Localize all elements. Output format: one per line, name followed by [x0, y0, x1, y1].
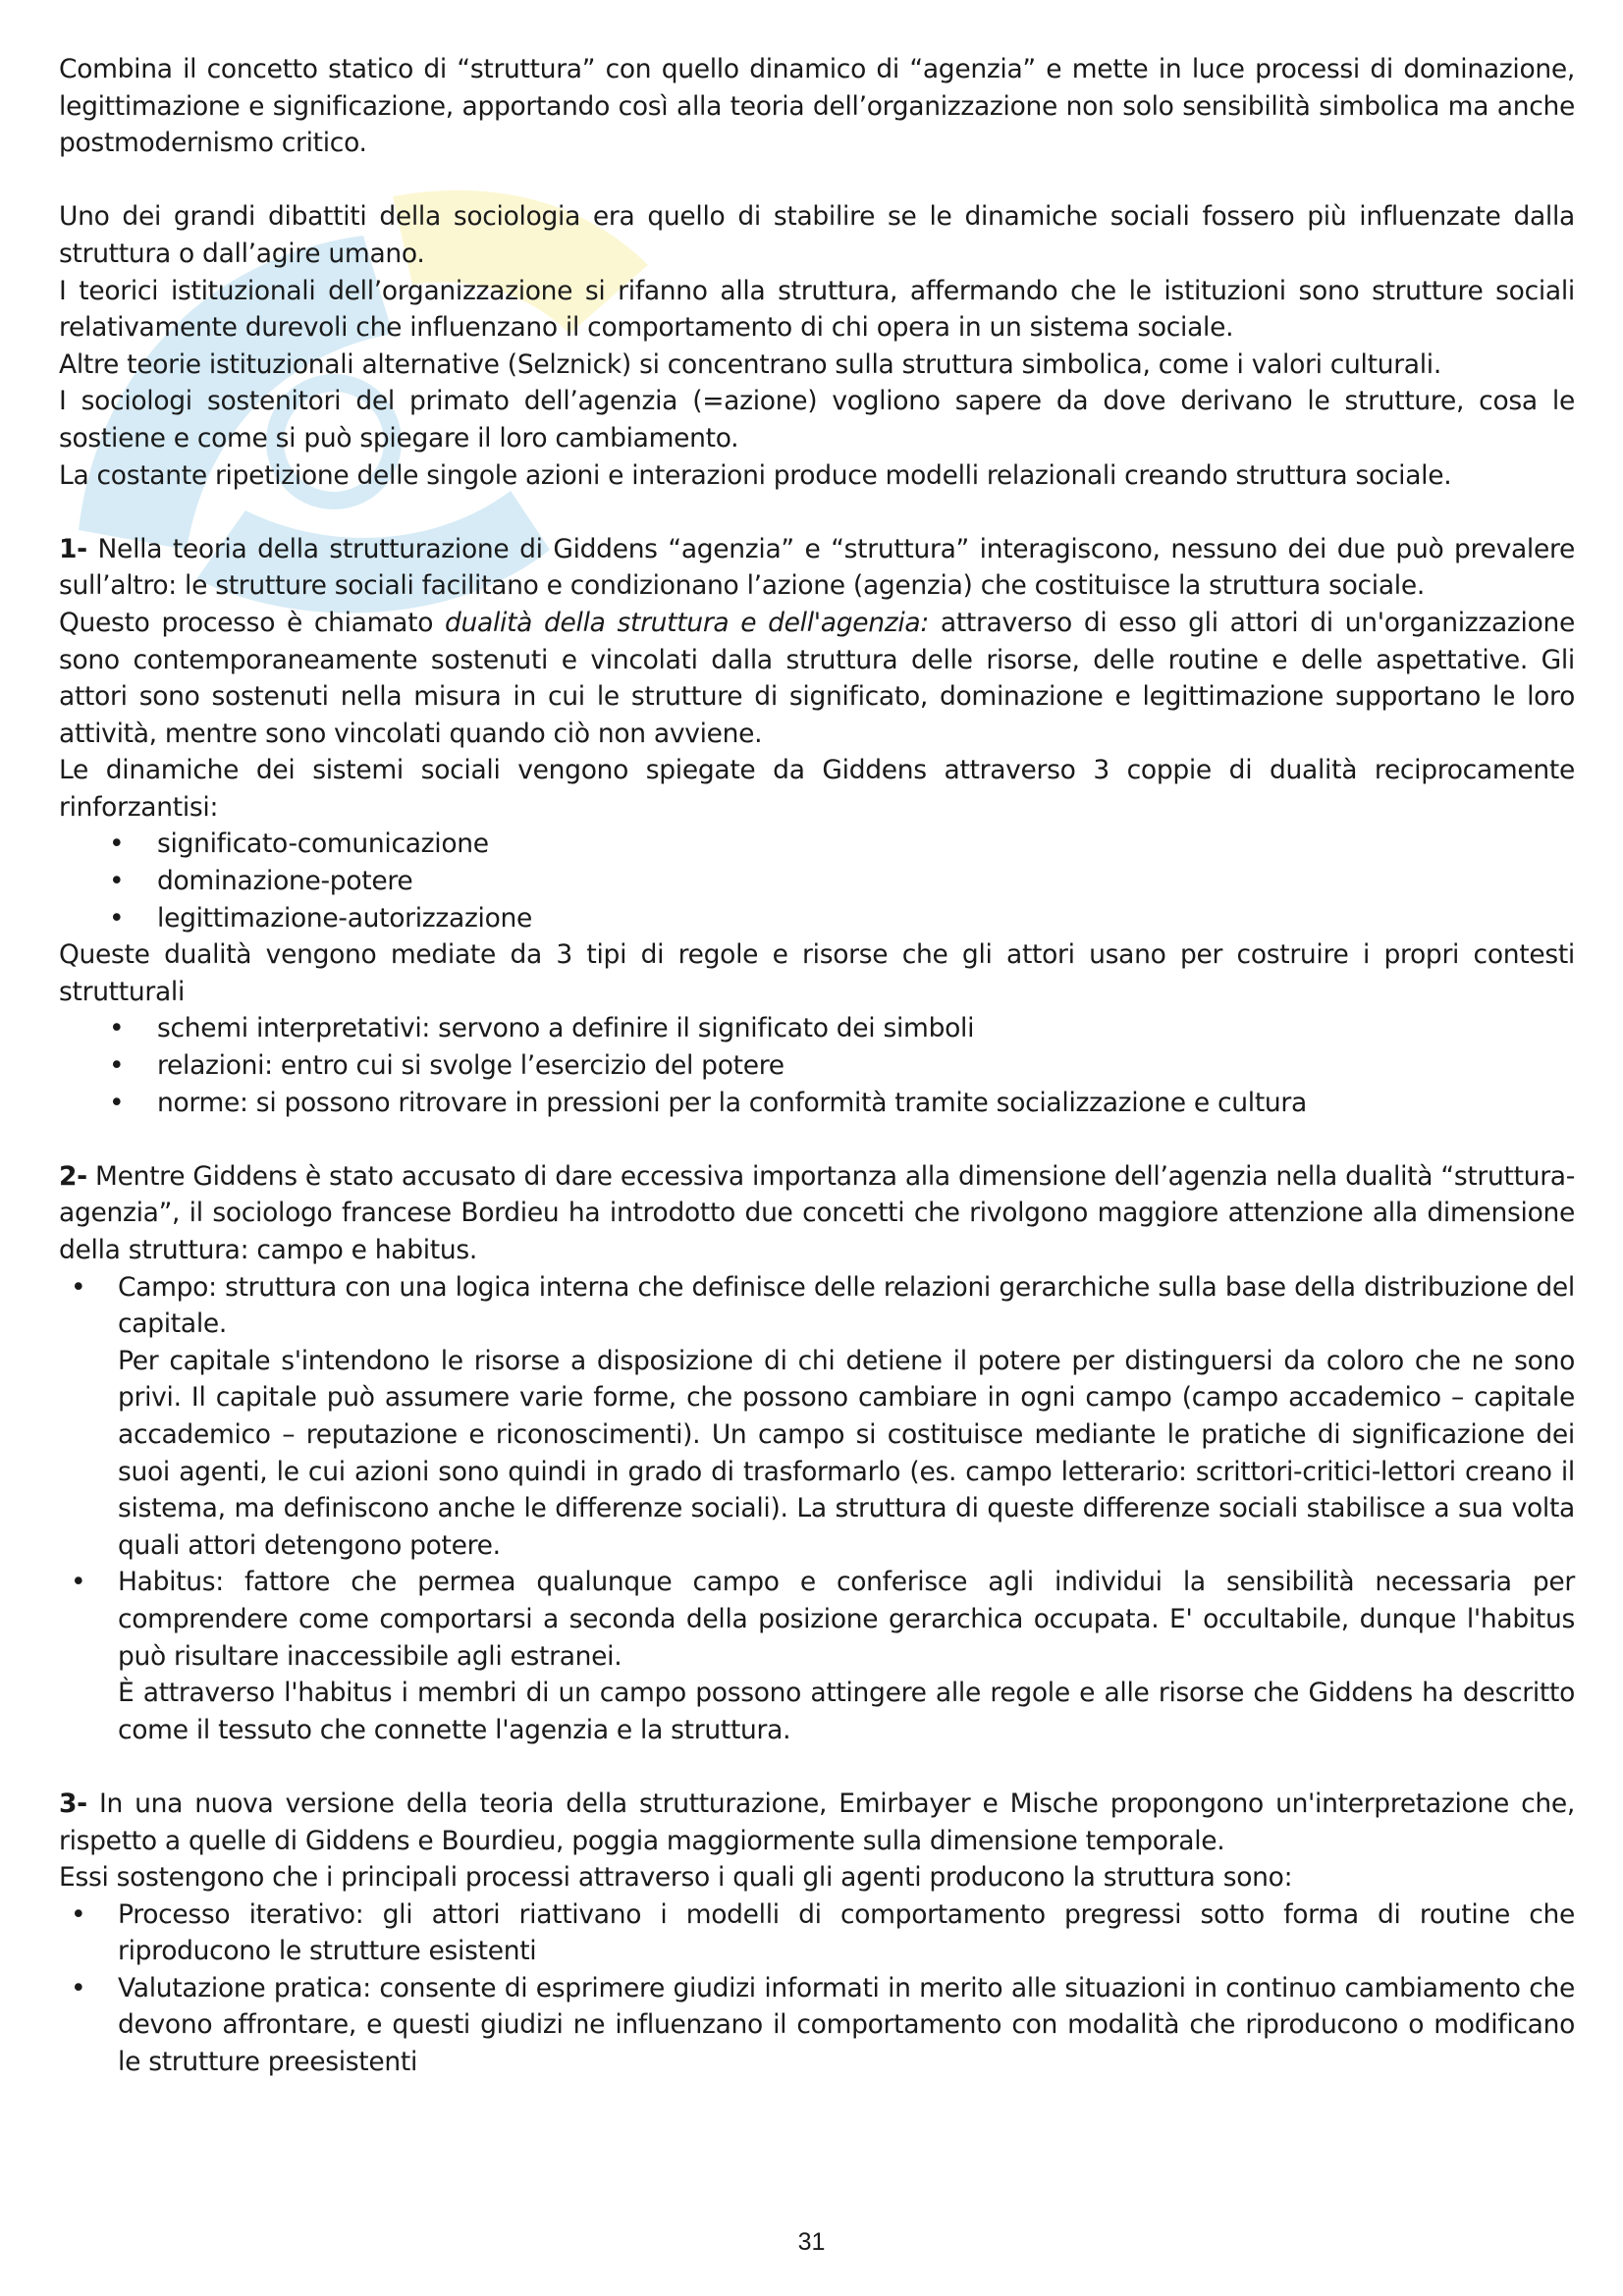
list-item-habitus [59, 1564, 1575, 1748]
section1-number: 1- [59, 533, 87, 564]
intro-paragraph: La costante ripetizione delle singole azioni e interazioni produce modelli relazionali creando struttura sociale. [59, 459, 1452, 491]
section3-paragraph [59, 1786, 1575, 1859]
intro-paragraph: Combina il concetto statico di “struttura” con quello dinamico di “agenzia” e mette in luce processi di dominazione, legittimazione e significazione, apportando così alla teoria dell’organizzazione non solo sensibilità simbolica ma anche postmodernismo critico. [59, 54, 1575, 159]
document-body [59, 51, 1575, 2081]
section2-paragraph [59, 1158, 1575, 1269]
section1-paragraph [59, 531, 1575, 605]
campo-definition: • Campo: struttura con una logica interna che definisce delle relazioni gerarchiche sulla base della distribuzione del capitale. [118, 1271, 1575, 1340]
list-item: • relazioni: entro cui si svolge l’esercizio del potere [59, 1047, 1575, 1085]
list-item: • Processo iterativo: gli attori riattivano i modelli di comportamento pregressi sotto forma di routine che riproducono le strutture esistenti [59, 1896, 1575, 1970]
intro-paragraph: Uno dei grandi dibattiti della sociologia era quello di stabilire se le dinamiche sociali fossero più influenzate dalla struttura o dall’agire umano. [59, 201, 1575, 269]
intro-paragraph: I sociologi sostenitori del primato dell’agenzia (=azione) vogliono sapere da dove derivano le strutture, cosa le sostiene e come si può spiegare il loro cambiamento. [59, 386, 1575, 454]
intro-paragraph: I teorici istituzionali dell’organizzazione si rifanno alla struttura, affermando che le istituzioni sono strutture sociali relativamente durevoli che influenzano il comportamento di chi opera in un sistema sociale. [59, 275, 1575, 344]
section1-text: attraverso di esso gli attori di un'organizzazione sono contemporaneamente sostenuti e vincolati dalla struttura delle risorse, delle routine e delle aspettative. Gli attori sono sostenuti nella misura in cui le strutture di significato, dominazione e legittimazione supportano le loro attività, mentre sono vincolati quando ciò non avviene. [59, 607, 1575, 749]
section1-paragraph: Le dinamiche dei sistemi sociali vengono spiegate da Giddens attraverso 3 coppie di dualità reciprocamente rinforzantisi: [59, 755, 1575, 823]
rules-list [59, 1010, 1575, 1121]
processes-list [59, 1896, 1575, 2081]
habitus-definition: • Habitus: fattore che permea qualunque campo e conferisce agli individui la sensibilità necessaria per comprendere come comportarsi a seconda della posizione gerarchica occupata. E' occultabile, dunque l'habitus può risultare inaccessibile agli estranei. [118, 1567, 1575, 1672]
section2-text: Mentre Giddens è stato accusato di dare eccessiva importanza alla dimensione dell’agenzia nella dualità “struttura-agenzia”, il sociologo francese Bordieu ha introdotto due concetti che rivolgono maggiore attenzione alla dimensione della struttura: campo e habitus. [59, 1160, 1575, 1265]
habitus-access: È attraverso l'habitus i membri di un campo possono attingere alle regole e alle risorse che Giddens ha descritto come il tessuto che connette l'agenzia e la struttura. [118, 1678, 1575, 1745]
list-item: • schemi interpretativi: servono a definire il significato dei simboli [59, 1010, 1575, 1047]
page-number: 31 [797, 2228, 826, 2256]
list-item: • norme: si possono ritrovare in pressioni per la conformità tramite socializzazione e cultura [59, 1085, 1575, 1122]
campo-capital: Per capitale s'intendono le risorse a disposizione di chi detiene il potere per distinguersi da coloro che ne sono privi. Il capitale può assumere varie forme, che possono cambiare in ogni campo (campo accademico – capitale accademico – reputazione e riconoscimenti). Un campo si costituisce mediante le pratiche di significazione dei suoi agenti, le cui azioni sono quindi in grado di trasformarlo (es. campo letterario: scrittori-critici-lettori creano il sistema, ma definiscono anche le differenze sociali). La struttura di queste differenze sociali stabilisce a sua volta quali attori detengono potere. [118, 1345, 1575, 1561]
list-item-campo [59, 1269, 1575, 1565]
list-item: • legittimazione-autorizzazione [59, 900, 1575, 937]
dualities-list [59, 826, 1575, 936]
section2-number: 2- [59, 1160, 87, 1192]
section3-number: 3- [59, 1788, 87, 1819]
section1-paragraph [59, 605, 1575, 752]
intro-paragraph: Altre teorie istituzionali alternative (Selznick) si concentrano sulla struttura simbolica, come i valori culturali. [59, 348, 1441, 380]
section1-text: Nella teoria della strutturazione di Giddens “agenzia” e “struttura” interagiscono, nessuno dei due può prevalere sull’altro: le strutture sociali facilitano e condizionano l’azione (agenzia) che costituisce la struttura sociale. [59, 533, 1575, 602]
section3-text: In una nuova versione della teoria della strutturazione, Emirbayer e Mische propongono un'interpretazione che, rispetto a quelle di Giddens e Bourdieu, poggia maggiormente sulla dimensione temporale. [59, 1788, 1575, 1856]
list-item: • dominazione-potere [59, 863, 1575, 900]
section1-text: Questo processo è chiamato [59, 607, 445, 638]
bourdieu-concepts-list [59, 1269, 1575, 1749]
list-item: • Valutazione pratica: consente di esprimere giudizi informati in merito alle situazioni in continuo cambiamento che devono affrontare, e questi giudizi ne influenzano il comportamento con modalità che riproducono o modificano le strutture preesistenti [59, 1970, 1575, 2081]
section1-paragraph: Queste dualità vengono mediate da 3 tipi di regole e risorse che gli attori usano per costruire i propri contesti strutturali [59, 939, 1575, 1007]
section1-emphasis: dualità della struttura e dell'agenzia: [445, 607, 929, 638]
list-item: • significato-comunicazione [59, 826, 1575, 863]
section3-paragraph: Essi sostengono che i principali processi attraverso i quali gli agenti producono la struttura sono: [59, 1862, 1293, 1894]
